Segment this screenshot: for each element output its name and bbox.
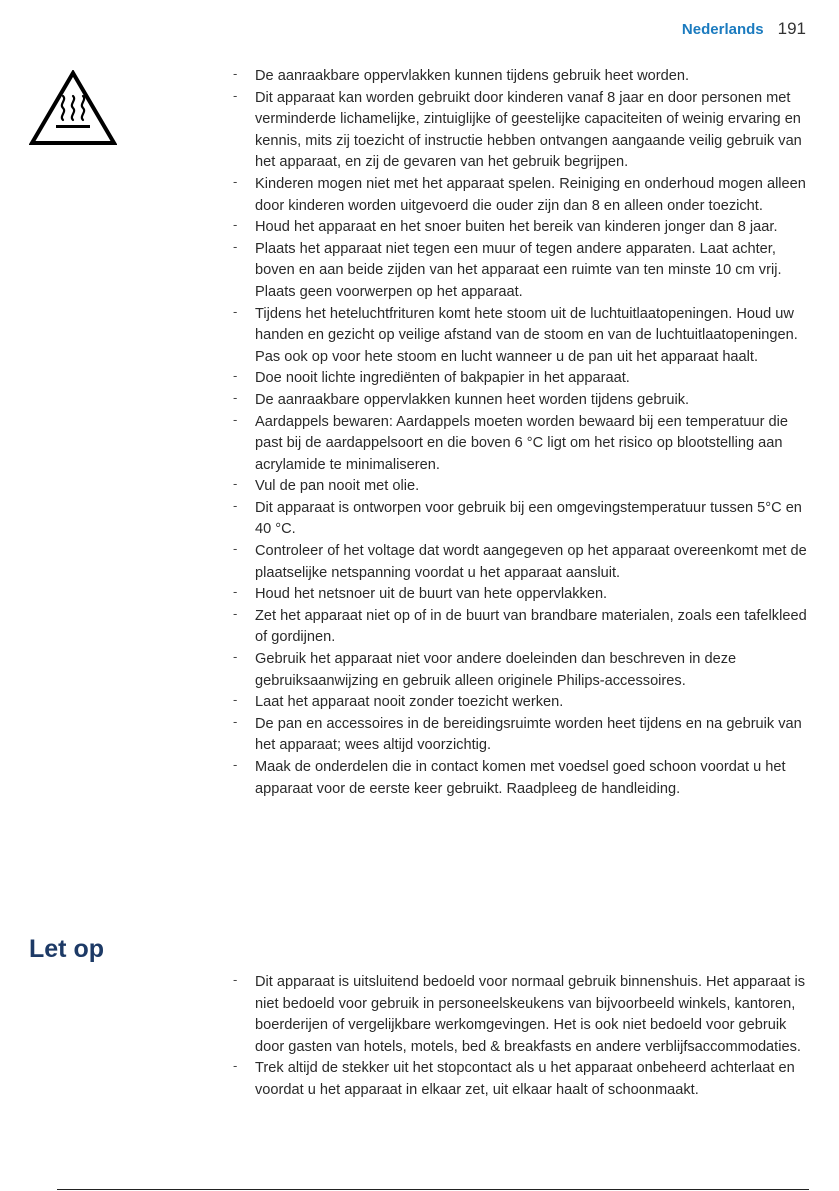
list-item: - Tijdens het heteluchtfrituren komt hete stoom uit de luchtuitlaatopeningen. Houd uw handen en gezicht op veilige afstand van de stoom en van de luchtuitlaatopeningen. Pas ook op voor hete stoom en lucht wanneer u de pan uit het apparaat haalt. — [233, 304, 813, 369]
page-number: 191 — [777, 19, 806, 38]
list-item: - Houd het netsnoer uit de buurt van hete oppervlakken. — [233, 584, 813, 606]
language-label: Nederlands — [681, 21, 764, 38]
list-item: - De aanraakbare oppervlakken kunnen tijdens gebruik heet worden. — [233, 66, 813, 88]
list-item: - Dit apparaat kan worden gebruikt door kinderen vanaf 8 jaar en door personen met verminderde lichamelijke, zintuiglijke of geestelijke capaciteiten of weinig ervaring en kennis, mits zij toezicht of instructie hebben ontvangen aangaande veilig gebruik van het apparaat, en zij de gevaren van het gebruik begrijpen. — [233, 88, 813, 174]
caution-title: Let op — [29, 935, 104, 963]
list-item: - Plaats het apparaat niet tegen een muur of tegen andere apparaten. Laat achter, boven en aan beide zijden van het apparaat een ruimte van ten minste 10 cm vrij. Plaats geen voorwerpen op het apparaat. — [233, 239, 813, 304]
list-item: - Controleer of het voltage dat wordt aangegeven op het apparaat overeenkomt met de plaatselijke netspanning voordat u het apparaat aansluit. — [233, 541, 813, 584]
list-item: - De pan en accessoires in de bereidingsruimte worden heet tijdens en na gebruik van het apparaat; wees altijd voorzichtig. — [233, 714, 813, 757]
list-item: - Aardappels bewaren: Aardappels moeten worden bewaard bij een temperatuur die past bij de aardappelsoort en die boven 6 °C ligt om het risico op blootstelling aan acrylamide te minimaliseren. — [233, 412, 813, 477]
page-header — [682, 19, 806, 39]
list-item: - Vul de pan nooit met olie. — [233, 476, 813, 498]
caution-list — [233, 972, 813, 1102]
footer-divider — [57, 1189, 809, 1190]
list-item: - Houd het apparaat en het snoer buiten het bereik van kinderen jonger dan 8 jaar. — [233, 217, 813, 239]
list-item: - Maak de onderdelen die in contact komen met voedsel goed schoon voordat u het apparaat voor de eerste keer gebruikt. Raadpleeg de handleiding. — [233, 757, 813, 800]
warnings-list — [233, 66, 813, 800]
list-item: - Dit apparaat is uitsluitend bedoeld voor normaal gebruik binnenshuis. Het apparaat is niet bedoeld voor gebruik in personeelskeukens van bijvoorbeeld winkels, kantoren, boerderijen of vergelijkbare werkomgevingen. Het is ook niet bedoeld voor gebruik door gasten van hotels, motels, bed & breakfasts en andere verblijfsaccommodaties. — [233, 972, 813, 1058]
list-item: - Dit apparaat is ontworpen voor gebruik bij een omgevingstemperatuur tussen 5°C en 40 °C. — [233, 498, 813, 541]
hot-surface-warning-icon — [29, 70, 117, 146]
list-item: - Doe nooit lichte ingrediënten of bakpapier in het apparaat. — [233, 368, 813, 390]
list-item: - Gebruik het apparaat niet voor andere doeleinden dan beschreven in deze gebruiksaanwijzing en gebruik alleen originele Philips-accessoires. — [233, 649, 813, 692]
list-item: - Kinderen mogen niet met het apparaat spelen. Reiniging en onderhoud mogen alleen door kinderen worden uitgevoerd die ouder zijn dan 8 en alleen onder toezicht. — [233, 174, 813, 217]
list-item: - De aanraakbare oppervlakken kunnen heet worden tijdens gebruik. — [233, 390, 813, 412]
list-item: - Laat het apparaat nooit zonder toezicht werken. — [233, 692, 813, 714]
list-item: - Zet het apparaat niet op of in de buurt van brandbare materialen, zoals een tafelkleed of gordijnen. — [233, 606, 813, 649]
list-item: - Trek altijd de stekker uit het stopcontact als u het apparaat onbeheerd achterlaat en voordat u het apparaat in elkaar zet, uit elkaar haalt of schoonmaakt. — [233, 1058, 813, 1101]
